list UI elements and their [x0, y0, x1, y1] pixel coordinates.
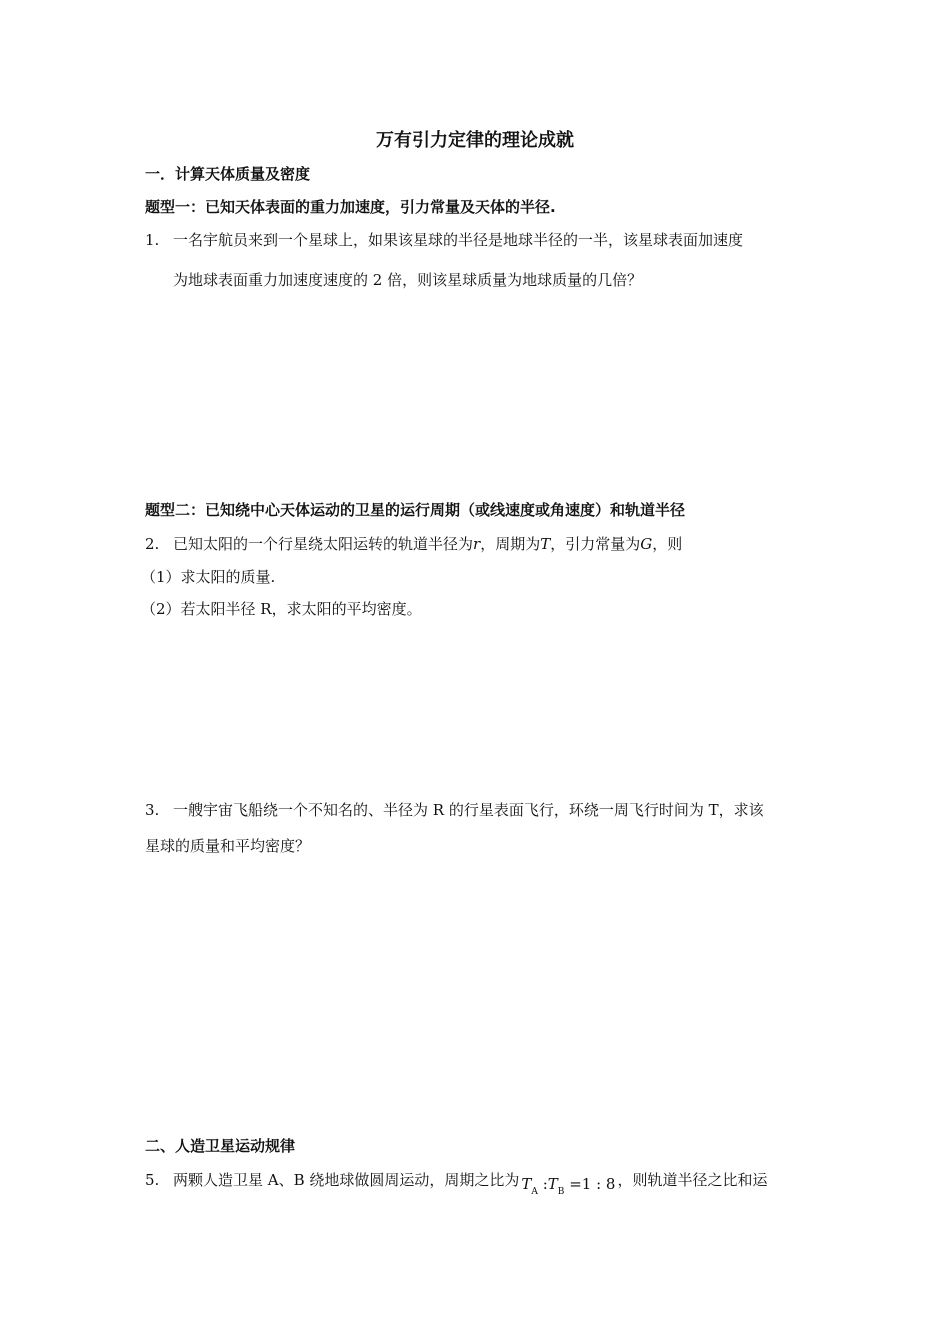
formula-subscript-b: B	[557, 1187, 565, 1197]
question-type-1-heading: 题型一：已知天体表面的重力加速度，引力常量及天体的半径.	[145, 198, 556, 216]
variable-t: T	[540, 535, 551, 553]
question-5-line	[145, 1169, 768, 1197]
question-2-number: 2.	[145, 535, 160, 553]
question-2-subquestion-1: （1）求太阳的质量.	[141, 568, 276, 586]
question-3-line-1	[145, 799, 764, 820]
question-type-2-heading: 题型二：已知绕中心天体运动的卫星的运行周期（或线速度或角速度）和轨道半径	[145, 501, 686, 519]
question-2-subquestion-2: （2）若太阳半径 R，求太阳的平均密度。	[141, 600, 422, 618]
question-5-number: 5.	[145, 1171, 160, 1189]
question-1-text-line-2: 为地球表面重力加速度速度的 2 倍，则该星球质量为地球质量的几倍？	[173, 271, 643, 289]
question-2-text-a: 已知太阳的一个行星绕太阳运转的轨道半径为	[173, 535, 474, 553]
variable-g: G	[640, 535, 653, 553]
formula-subscript-a: A	[531, 1187, 538, 1197]
variable-r: r	[473, 535, 481, 553]
formula-t-b: T	[547, 1175, 558, 1193]
question-2-text-c: ，引力常量为	[550, 535, 641, 553]
formula-t-a: T	[521, 1175, 532, 1193]
question-2-text-d: ，则	[652, 535, 683, 553]
question-3-number: 3.	[145, 801, 160, 819]
question-2-text-b: ，周期为	[480, 535, 541, 553]
page-title: 万有引力定律的理论成就	[376, 130, 574, 151]
period-ratio-formula	[519, 1175, 617, 1197]
section-heading-1: 一．计算天体质量及密度	[145, 165, 311, 183]
question-2-line	[145, 533, 682, 554]
question-1-number: 1.	[145, 231, 160, 249]
question-1-text-line-1: 一名宇航员来到一个星球上，如果该星球的半径是地球半径的一半，该星球表面加速度	[173, 231, 744, 249]
question-1-line-1	[145, 229, 743, 250]
question-3-text-line-1: 一艘宇宙飞船绕一个不知名的、半径为 R 的行星表面飞行，环绕一周飞行时间为 T，求该	[173, 801, 764, 819]
formula-rhs: =1 : 8	[569, 1175, 616, 1193]
formula-colon: :	[542, 1175, 548, 1193]
question-5-text-b: ，则轨道半径之比和运	[617, 1171, 768, 1189]
question-5-text-a: 两颗人造卫星 A、B 绕地球做圆周运动，周期之比为	[173, 1171, 520, 1189]
question-3-text-line-2: 星球的质量和平均密度？	[145, 837, 311, 855]
section-heading-2: 二、人造卫星运动规律	[145, 1137, 296, 1155]
